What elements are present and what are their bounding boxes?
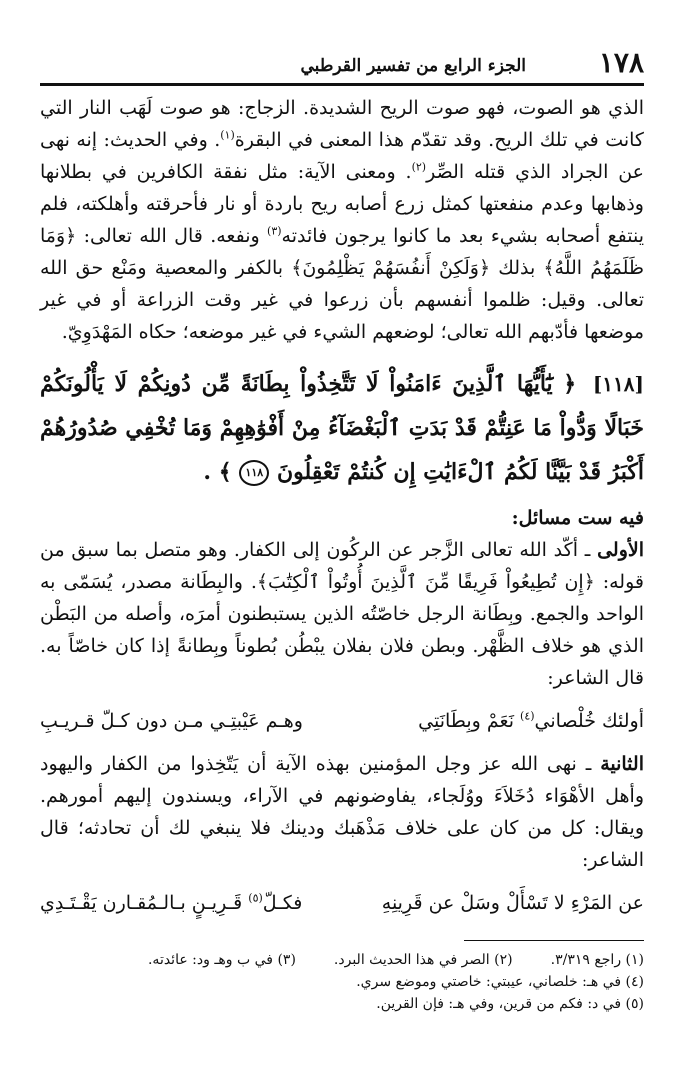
footnote-row xyxy=(40,971,644,993)
footnotes xyxy=(40,940,644,1015)
footnote-ref-1: (١) xyxy=(220,128,235,142)
text-run: أولئك خُلْصاني xyxy=(534,710,644,732)
poem-1-first-hemistich xyxy=(418,704,644,738)
footnote-ref-5: (٥) xyxy=(248,891,263,905)
text-run: ونفعه. قال الله تعالى: ﴿وَمَا ظَلَمَهُمُ اللَّهُ﴾ بذلك ﴿وَلَكِنْ أَنفُسَهُمْ يَظْلِمُونَ﴾ بالكفر والمعصية ومَنْع حق الله تعالى. وقيل: ظلموا أنفسهم بأن زرعوا في غير وقت الزراعة أو في غير موضعها فأدّبهم الله تعالى؛ لوضعهم الشيء في غير موضعه؛ حكاه المَهْدَوِيّ. xyxy=(40,225,644,343)
text-run: قَـرِيـنٍ بـالـمُقـارن يَقْـتَـدِي xyxy=(40,892,249,914)
header-rule xyxy=(40,83,644,86)
footnote-4: (٤) في هـ: خلصاني، عيبتي: خاصتي وموضع سري. xyxy=(356,974,644,990)
verse-text: ﴿ يَٰٓأَيُّهَا ٱلَّذِينَ ءَامَنُواْ لَا تَتَّخِذُواْ بِطَانَةً مِّن دُونِكُمْ لَا يَأْلُونَكُمْ خَبَالًا وَدُّواْ مَا عَنِتُّمْ قَدْ بَدَتِ ٱلْبَغْضَآءُ مِنْ أَفْوَٰهِهِمْ وَمَا تُخْفِي صُدُورُهُمْ أَكْبَرُ قَدْ بَيَّنَّا لَكُمُ ٱلْءَايَٰتِ إِن كُنتُمْ تَعْقِلُونَ xyxy=(40,371,644,485)
page-body xyxy=(40,92,644,930)
ayah-end-marker: ١١٨ xyxy=(239,460,269,486)
text-run: فكـلّ xyxy=(262,892,303,914)
poem-2-first-hemistich: عن المَرْءِ لا تَسْأَلْ وسَلْ عن قَرِينِهِ xyxy=(381,892,644,914)
poem-line-1 xyxy=(40,704,644,738)
masala-1 xyxy=(40,534,644,694)
running-title: الجزء الرابع من تفسير القرطبي xyxy=(300,56,526,76)
footnote-1: (١) راجع ٣/٣١٩. xyxy=(550,952,644,968)
text-run: نَعَمْ وبِطَانَتِي xyxy=(418,710,521,732)
text-run: . ومعنى الآية: مثل نفقة الكافرين في بطلانها وذهابها وعدم منفعتها كمثل زرع أصابه ريح باردة أو نار فأحرقته وأهلكته، فلم ينتفع أصحابه بشيء بعد ما كانوا يرجون فائدته xyxy=(40,161,644,247)
page-number: ١٧٨ xyxy=(598,46,644,79)
verse-number: [١١٨] xyxy=(592,372,644,396)
section-intro: فيه ست مسائل: xyxy=(511,507,644,529)
quran-verse xyxy=(40,362,644,494)
footnote-2: (٢) الصر في هذا الحديث البرد. xyxy=(333,952,513,968)
masala-2 xyxy=(40,748,644,876)
page-header xyxy=(40,40,644,88)
verse-closing: ﴾ . xyxy=(203,459,232,485)
footnote-ref-3: (٣) xyxy=(267,224,282,238)
footnote-3: (٣) في ب وهـ ود: عائدته. xyxy=(147,952,296,968)
footnote-5: (٥) في د: فكم من قرين، وفي هـ: فإن القرين. xyxy=(376,996,644,1012)
footnote-row xyxy=(40,949,644,971)
footnote-rule xyxy=(464,940,644,941)
paragraph-1 xyxy=(40,92,644,348)
footnote-row xyxy=(40,993,644,1015)
footnote-ref-4: (٤) xyxy=(520,709,535,723)
masala-1-lead: الأولى xyxy=(597,539,644,561)
masala-2-lead: الثانية xyxy=(600,753,644,775)
poem-line-2 xyxy=(40,886,644,920)
text-run: ـ أكّد الله تعالى الزَّجر عن الركُون إلى الكفار. وهو متصل بما سبق من قوله: ﴿إِن تُطِيعُواْ فَرِيقًا مِّنَ ٱلَّذِينَ أُوتُواْ ٱلْكِتَٰبَ﴾. والبِطَانة مصدر، يُسَمّى به الواحد والجمع. وبِطَانة الرجل خاصّتُه الذين يستبطنون أمرَه، وأصله من البَطْن الذي هو خلاف الظَّهْر. وبطن فلان بفلان يبْطُن بُطوناً وبِطانةً إذا كان خاصّاً به. قال الشاعر: xyxy=(40,539,644,689)
text-run: الذي هو الصوت، فهو صوت الريح الشديدة. الزجاج: هو صوت لَهَب النار التي كانت في تلك الريح. وقد تقدّم هذا المعنى في البقرة xyxy=(40,97,644,151)
footnote-ref-2: (٢) xyxy=(411,160,427,174)
text-run: ـ نهى الله عز وجل المؤمنين بهذه الآية أن يَتّخِذوا من الكفار واليهود وأهل الأهْوَاء دُخَلاَءَ ووُلَجاء، يفاوضونهم في الآراء، ويسندون إليهم أمورهم. ويقال: كل من كان على خلاف مَذْهَبك ودينك فلا ينبغي لك أن تحادثه؛ قال الشاعر: xyxy=(40,753,644,871)
poem-2-second-hemistich xyxy=(40,886,302,920)
poem-1-second-hemistich: وهـم عَيْبتِـي مـن دون كـلّ قـريـبِ xyxy=(40,710,303,732)
text-run: . وفي الحديث: إنه نهى عن الجراد الذي قتله الصِّر xyxy=(40,129,645,183)
